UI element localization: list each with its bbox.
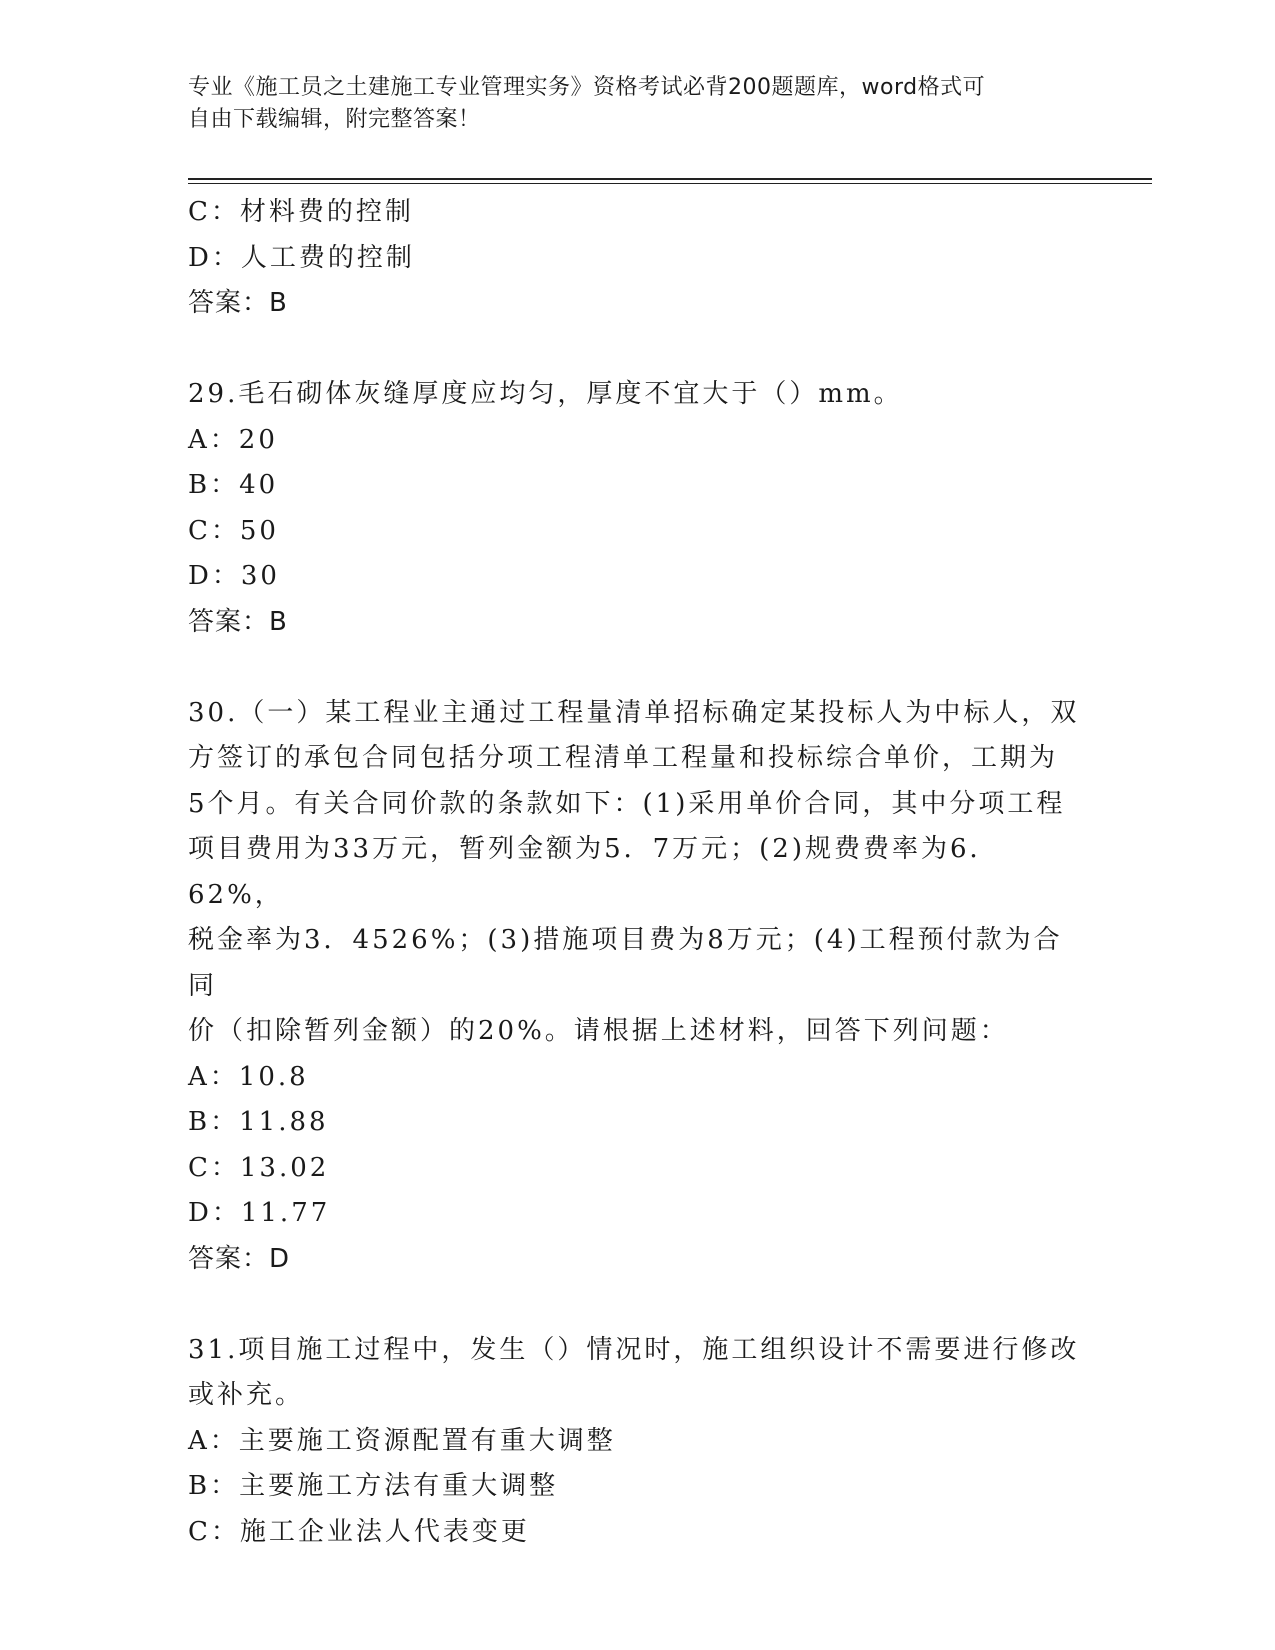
question-stem-line: 税金率为3．4526%；(3)措施项目费为8万元；(4)工程预付款为合同 [188, 925, 1063, 1001]
question-stem-line: 项目费用为33万元，暂列金额为5．7万元；(2)规费费率为6．62%， [188, 834, 999, 910]
header-divider-thin [188, 183, 1152, 184]
option-a: A：10.8 [188, 1061, 309, 1092]
option-d: D：30 [188, 561, 280, 591]
question-stem-line: 30.（一）某工程业主通过工程量清单招标确定某投标人为中标人，双 [188, 697, 1080, 728]
question-stem-line: 或补充。 [188, 1380, 305, 1410]
option-d: D：11.77 [188, 1198, 331, 1228]
question-content [188, 190, 1088, 1555]
option-c: C：50 [188, 515, 279, 546]
option-b: B：主要施工方法有重大调整 [188, 1471, 559, 1501]
option-d: D：人工费的控制 [188, 242, 415, 273]
header-line-1: 专业《施工员之土建施工专业管理实务》资格考试必背200题题库，word格式可 [188, 75, 986, 100]
option-c: C：13.02 [188, 1152, 330, 1183]
answer-line: 答案：B [188, 606, 288, 637]
option-a: A：20 [188, 424, 278, 455]
header-divider-thick [188, 178, 1152, 180]
question-stem-line: 价（扣除暂列金额）的20%。请根据上述材料，回答下列问题： [188, 1016, 1009, 1046]
prev-question [188, 190, 1088, 327]
question-stem-line: 方签订的承包合同包括分项工程清单工程量和投标综合单价，工期为 [188, 743, 1059, 773]
question-30 [188, 691, 1088, 1283]
answer-line: 答案：D [188, 1243, 291, 1274]
option-a: A：主要施工资源配置有重大调整 [188, 1425, 616, 1456]
option-b: B：11.88 [188, 1107, 329, 1137]
option-c: C：施工企业法人代表变更 [188, 1516, 530, 1547]
answer-line: 答案：B [188, 288, 288, 318]
question-stem: 29.毛石砌体灰缝厚度应均匀，厚度不宜大于（）mm。 [188, 379, 903, 409]
question-29 [188, 372, 1088, 645]
question-31 [188, 1328, 1088, 1556]
header-line-2: 自由下载编辑，附完整答案！ [188, 107, 481, 132]
option-b: B：40 [188, 470, 279, 500]
option-c: C：材料费的控制 [188, 197, 414, 227]
document-header [188, 72, 1068, 136]
question-stem-line: 31.项目施工过程中，发生（）情况时，施工组织设计不需要进行修改 [188, 1334, 1080, 1365]
question-stem-line: 5个月。有关合同价款的条款如下：(1)采用单价合同，其中分项工程 [188, 788, 1066, 819]
